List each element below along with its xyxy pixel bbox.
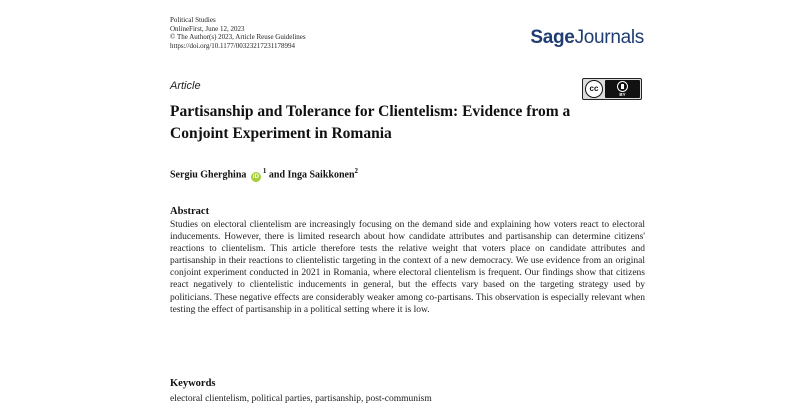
article-title: Partisanship and Tolerance for Clientelism: Evidence from a Conjoint Experiment in Romania	[170, 103, 571, 142]
doi-link[interactable]: https://doi.org/10.1177/00323217231178994	[170, 42, 295, 51]
author-joiner: and	[268, 169, 286, 181]
article-type-label: Article	[170, 80, 201, 92]
cc-by-license-badge[interactable]	[582, 78, 642, 100]
publisher-logo-word2: Journals	[574, 27, 644, 48]
abstract-text: Studies on electoral clientelism are increasingly focusing on the demand side and explaining how voters react to electoral inducements. However, there is limited research about how candidate attributes and partisanship can determine citizens' reactions to clientelism. This article therefore tests the relative weight that voters place on candidate attributes and partisanship in their reactions to clientelistic targeting in the context of a new democracy. We use evidence from an original conjoint experiment conducted in 2021 in Romania, where electoral clientelism is frequent. Our findings show that citizens react negatively to clientelistic inducements in general, but the effects vary based on the targeting strategy used by politicians. These negative effects are considerably weaker among co-partisans. This observation is especially relevant when testing the effect of partisanship in a political setting where it is low.	[170, 220, 645, 315]
journal-name: Political Studies	[170, 16, 216, 24]
orcid-icon[interactable]: iD	[252, 174, 259, 181]
author-line	[170, 167, 358, 182]
by-label: BY	[619, 92, 626, 97]
copyright-line: © The Author(s) 2023, Article Reuse Guidelines	[170, 33, 306, 42]
attribution-person-icon	[617, 81, 628, 92]
abstract-heading: Abstract	[170, 206, 210, 217]
publisher-logo-word1: Sage	[530, 27, 575, 48]
cc-icon: cc	[585, 80, 603, 98]
publication-line: OnlineFirst, June 12, 2023	[170, 24, 245, 33]
journal-meta	[170, 16, 306, 51]
publisher-logo[interactable]	[530, 27, 644, 49]
keywords-text: electoral clientelism, political parties, partisanship, post-communism	[170, 394, 432, 404]
author-name-2[interactable]: Inga Saikkonen	[287, 169, 355, 181]
author-affiliation-1: 1	[262, 167, 267, 175]
keywords-heading: Keywords	[170, 378, 216, 389]
author-name-1[interactable]: Sergiu Gherghina	[170, 169, 247, 181]
author-affiliation-2: 2	[354, 167, 359, 175]
